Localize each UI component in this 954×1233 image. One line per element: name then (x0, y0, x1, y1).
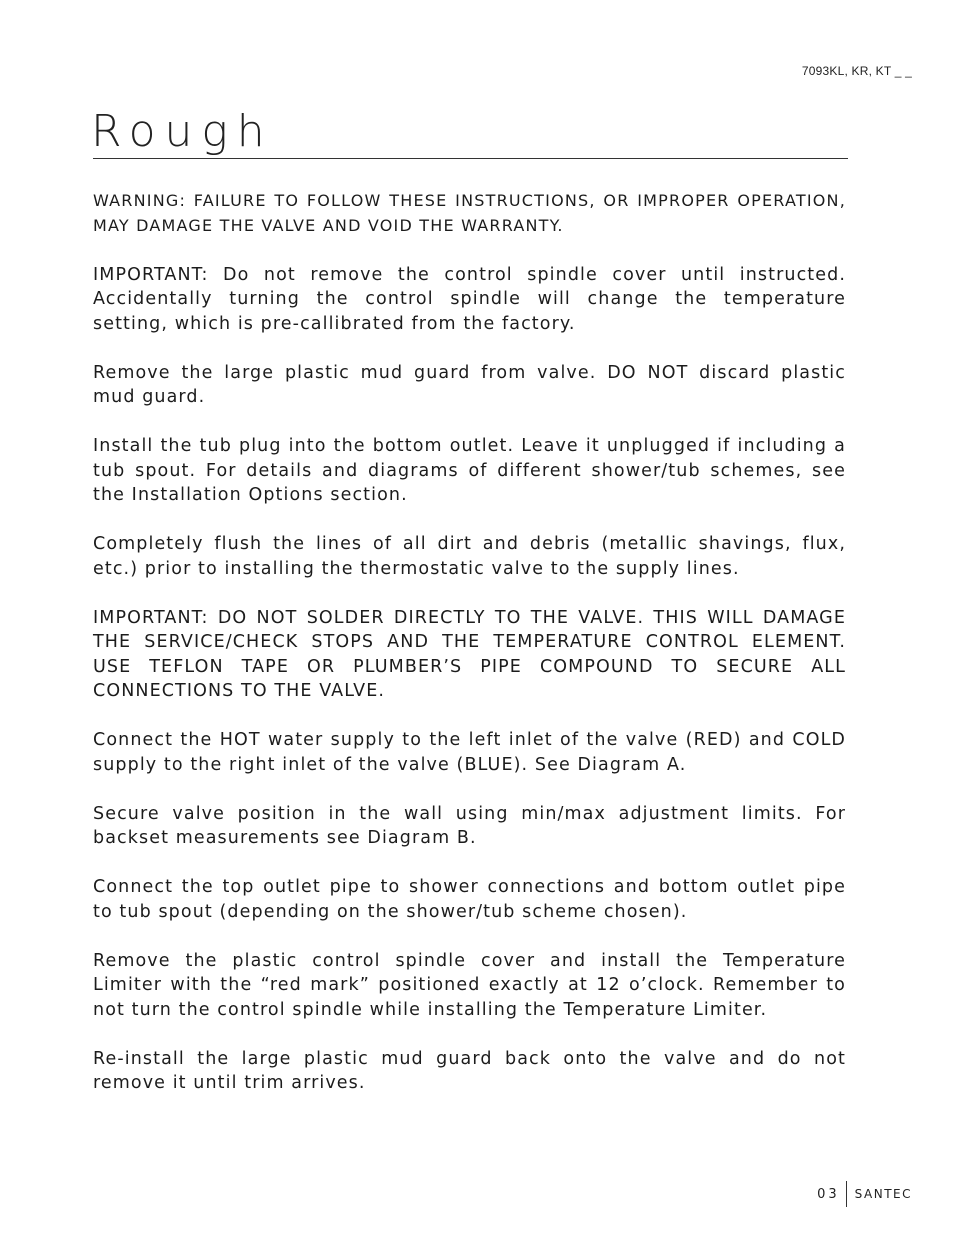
reinstall-mud-guard-paragraph: Re-install the large plastic mud guard back onto the valve and do not remove it until trim arrives. (93, 1048, 846, 1093)
no-solder-paragraph: IMPORTANT: DO NOT SOLDER DIRECTLY TO THE VALVE. THIS WILL DAMAGE THE SERVICE/CHECK STOPS AND THE TEMPERATURE CONTROL ELEMENT. USE TEFLON TAPE OR PLUMBER’S PIPE COMPOUND TO SECURE ALL CONNECTIONS TO THE VALVE. (93, 607, 846, 701)
instructions-body (93, 188, 846, 1120)
flush-lines-paragraph: Completely flush the lines of all dirt and debris (metallic shavings, flux, etc.) prior to installing the thermostatic valve to the supply lines. (93, 534, 846, 579)
footer-divider (846, 1181, 847, 1207)
temperature-limiter-paragraph: Remove the plastic control spindle cover and install the Temperature Limiter with the “red mark” positioned exactly at 12 o’clock. Remember to not turn the control spindle while installing the Temperature Limiter. (93, 950, 846, 1020)
page-title: Rough (91, 106, 274, 157)
page-number: 03 (817, 1186, 840, 1202)
tub-plug-paragraph: Install the tub plug into the bottom outlet. Leave it unplugged if including a tub spout. For details and diagrams of different shower/tub schemes, see the Installation Options section. (93, 436, 846, 505)
mud-guard-paragraph: Remove the large plastic mud guard from valve. DO NOT discard plastic mud guard. (93, 362, 846, 407)
model-code: 7093KL, KR, KT _ _ (801, 64, 912, 78)
brand-name: SANTEC (854, 1187, 912, 1201)
title-divider (93, 158, 848, 159)
spindle-cover-paragraph: IMPORTANT: Do not remove the control spindle cover until instructed. Accidentally turning the control spindle will change the temperature setting, which is pre-callibrated from the factory. (93, 264, 846, 334)
outlet-pipe-paragraph: Connect the top outlet pipe to shower connections and bottom outlet pipe to tub spout (depending on the shower/tub scheme chosen). (93, 877, 846, 922)
supply-connection-paragraph: Connect the HOT water supply to the left inlet of the valve (RED) and COLD supply to the right inlet of the valve (BLUE). See Diagram A. (93, 730, 846, 775)
warning-paragraph: WARNING: FAILURE TO FOLLOW THESE INSTRUCTIONS, OR IMPROPER OPERATION, MAY DAMAGE THE VALVE AND VOID THE WARRANTY. (93, 191, 846, 235)
page-footer (817, 1181, 912, 1207)
valve-position-paragraph: Secure valve position in the wall using min/max adjustment limits. For backset measurements see Diagram B. (93, 803, 846, 848)
